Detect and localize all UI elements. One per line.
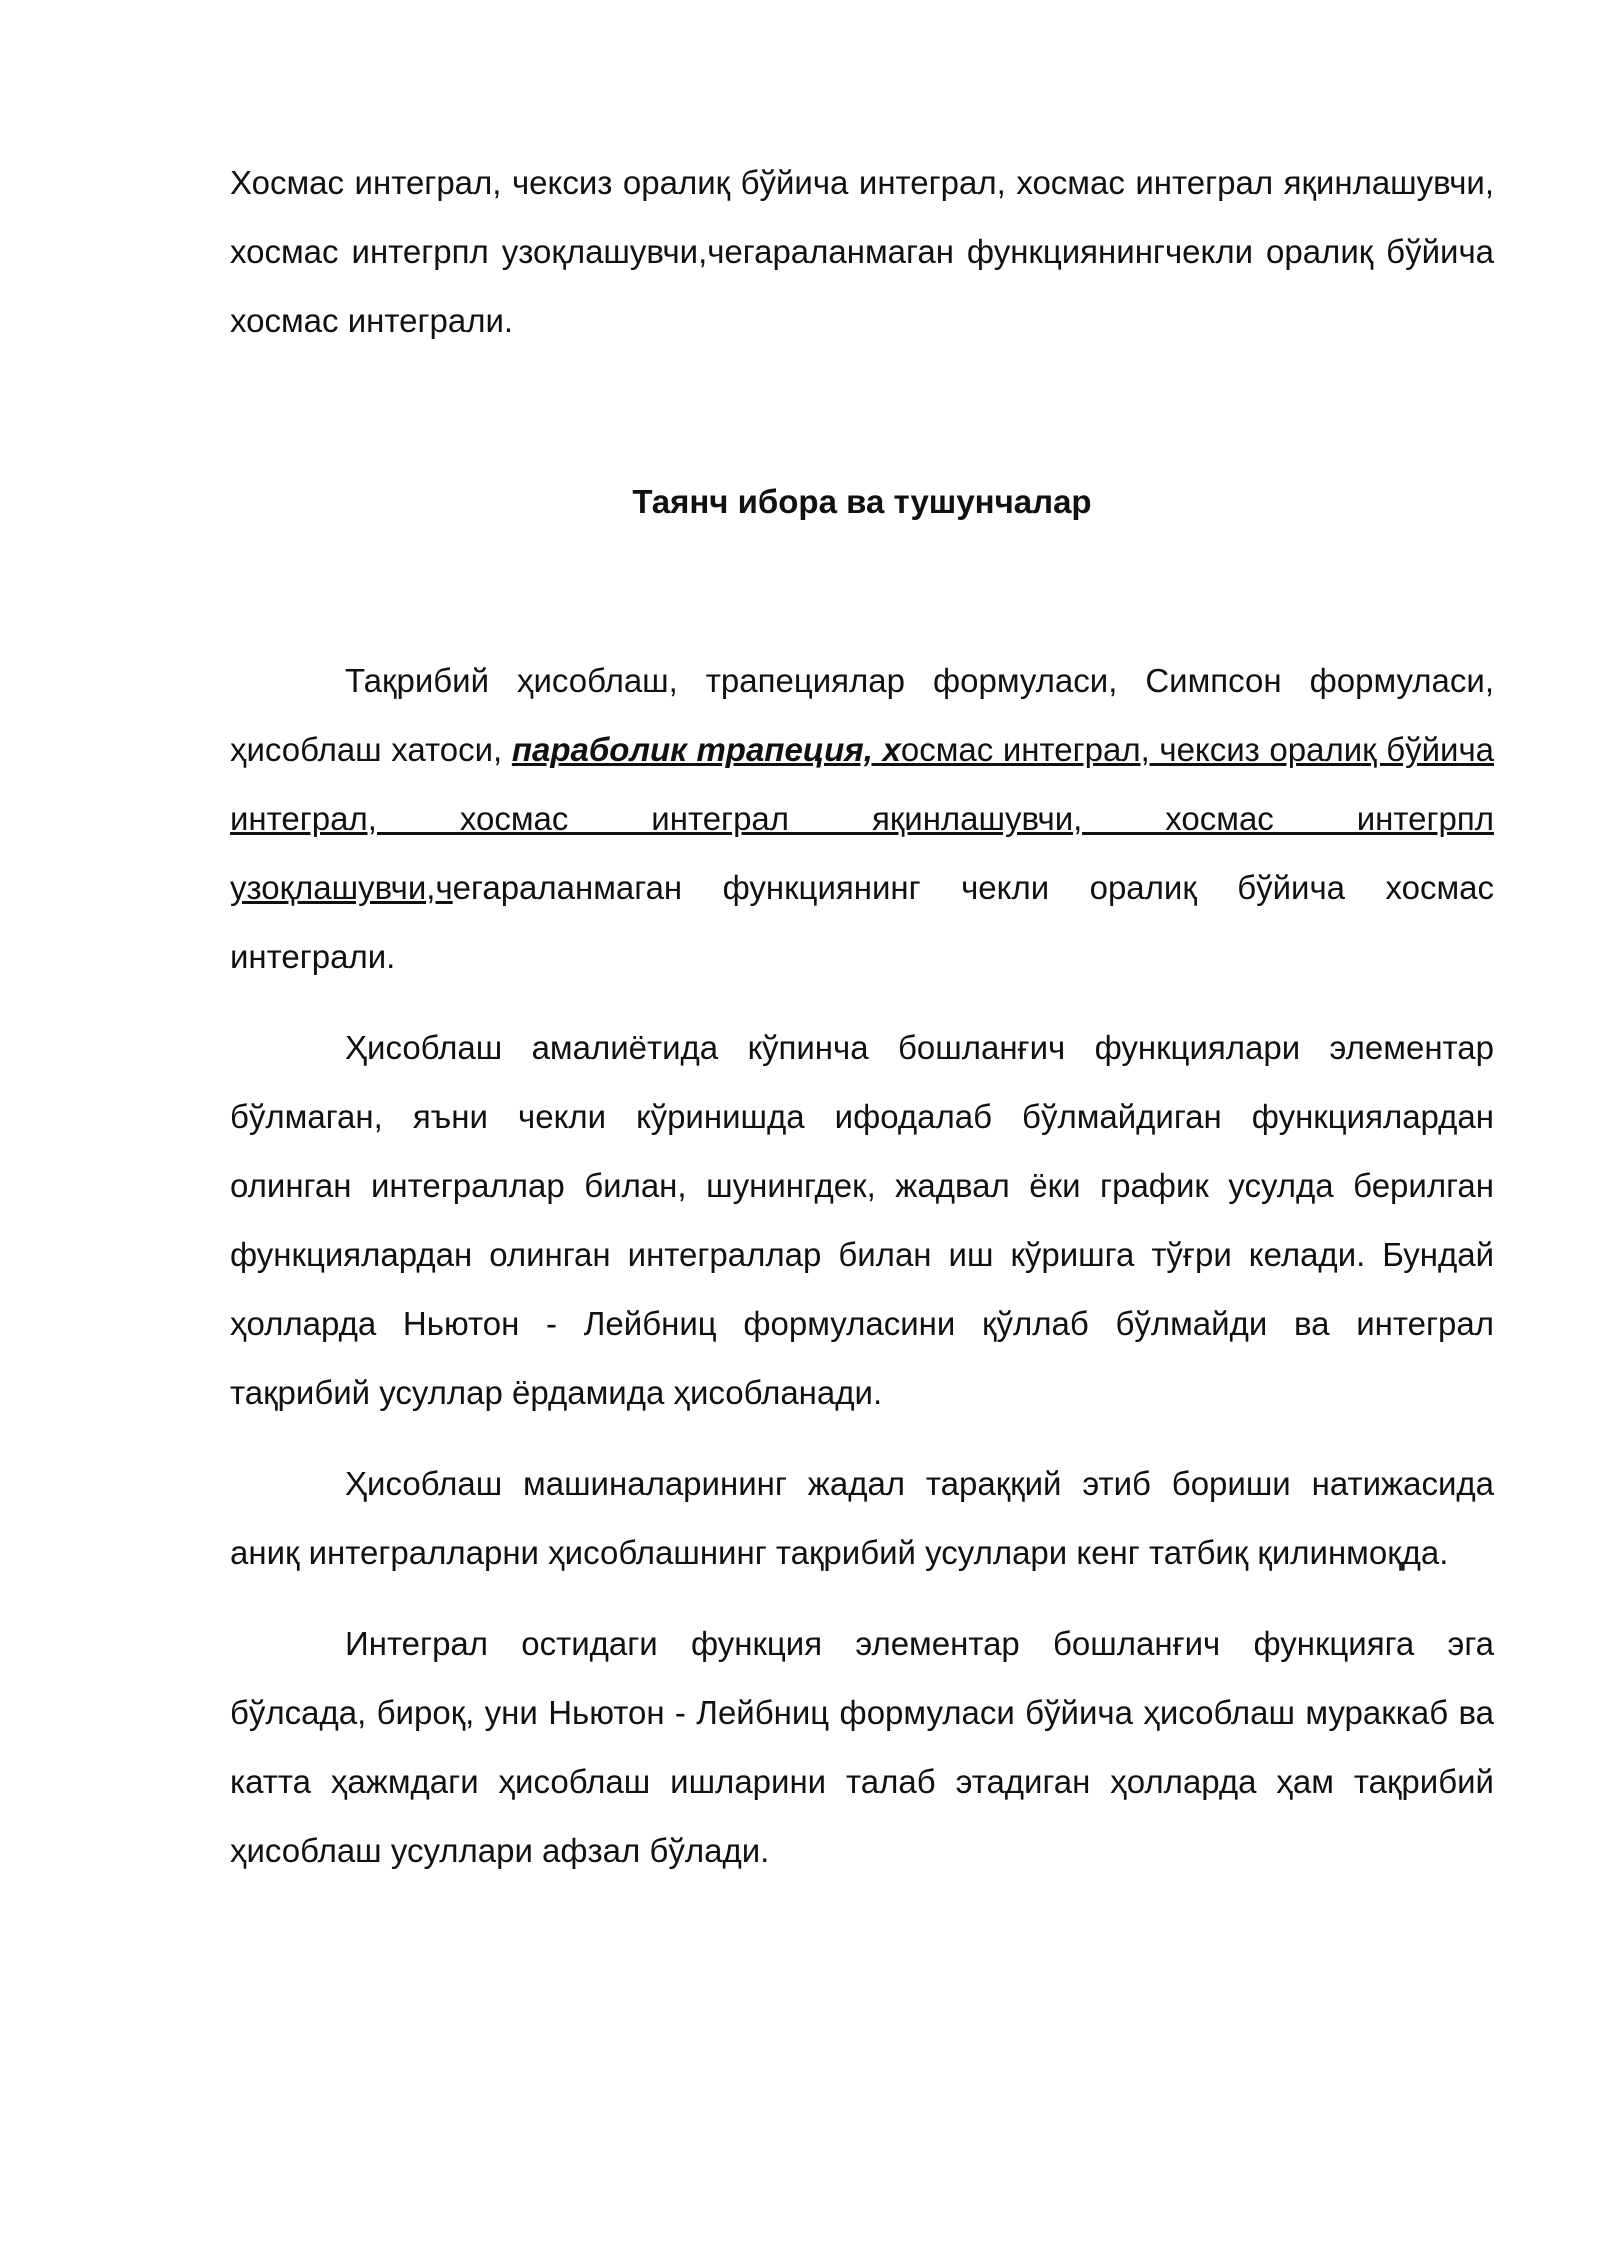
- keywords-underlined-terms: осмас интеграл, чексиз оралиқ бўйича интеграл, хосмас интеграл яқинлашувчи, хосмас интегрпл узоқлашувчи,ч: [230, 731, 1495, 906]
- keywords-text-plain: Тақрибий ҳисоблаш, трапециялар формуласи, Симпсон формуласи, ҳисоблаш хатоси,: [230, 662, 1494, 768]
- body-paragraph: Ҳисоблаш машиналарининг жадал тараққий этиб бориши натижасида аниқ интегралларни ҳисоблашнинг тақрибий усуллари кенг татбиқ қилинмоқда.: [230, 1465, 1494, 1571]
- intro-paragraph: Хосмас интеграл, чексиз оралиқ бўйича интеграл, хосмас интеграл яқинлашувчи, хосмас интегрпл узоқлашувчи,чегараланмаган функциянингчекли оралиқ бўйича хосмас интеграли.: [230, 164, 1494, 339]
- body-paragraph: Ҳисоблаш амалиётида кўпинча бошланғич функциялари элементар бўлмаган, яъни чекли кўринишда ифодалаб бўлмайдиган функциялардан олинган интеграллар билан, шунингдек, жадвал ёки график усулда берилган функциялардан олинган интеграллар билан иш кўришга тўғри келади. Бундай ҳолларда Ньютон - Лейбниц формуласини қўллаб бўлмайди ва интеграл тақрибий усуллар ёрдамида ҳисобланади.: [230, 1029, 1494, 1411]
- section-heading: Таянч ибора ва тушунчалар: [632, 483, 1092, 520]
- keywords-text-tail: егараланмаган функциянинг чекли оралиқ бўйича хосмас интеграли.: [230, 869, 1494, 975]
- body-paragraph: Интеграл остидаги функция элементар бошланғич функцияга эга бўлсада, бироқ, уни Ньютон - Лейбниц формуласи бўйича ҳисоблаш мураккаб ва катта ҳажмдаги ҳисоблаш ишларини талаб этадиган ҳолларда ҳам тақрибий ҳисоблаш усуллари афзал бўлади.: [230, 1625, 1494, 1869]
- keywords-paragraph: [230, 646, 1494, 991]
- keywords-bold-italic-term: параболик трапеция, х: [511, 731, 901, 768]
- document-page: [230, 148, 1494, 1885]
